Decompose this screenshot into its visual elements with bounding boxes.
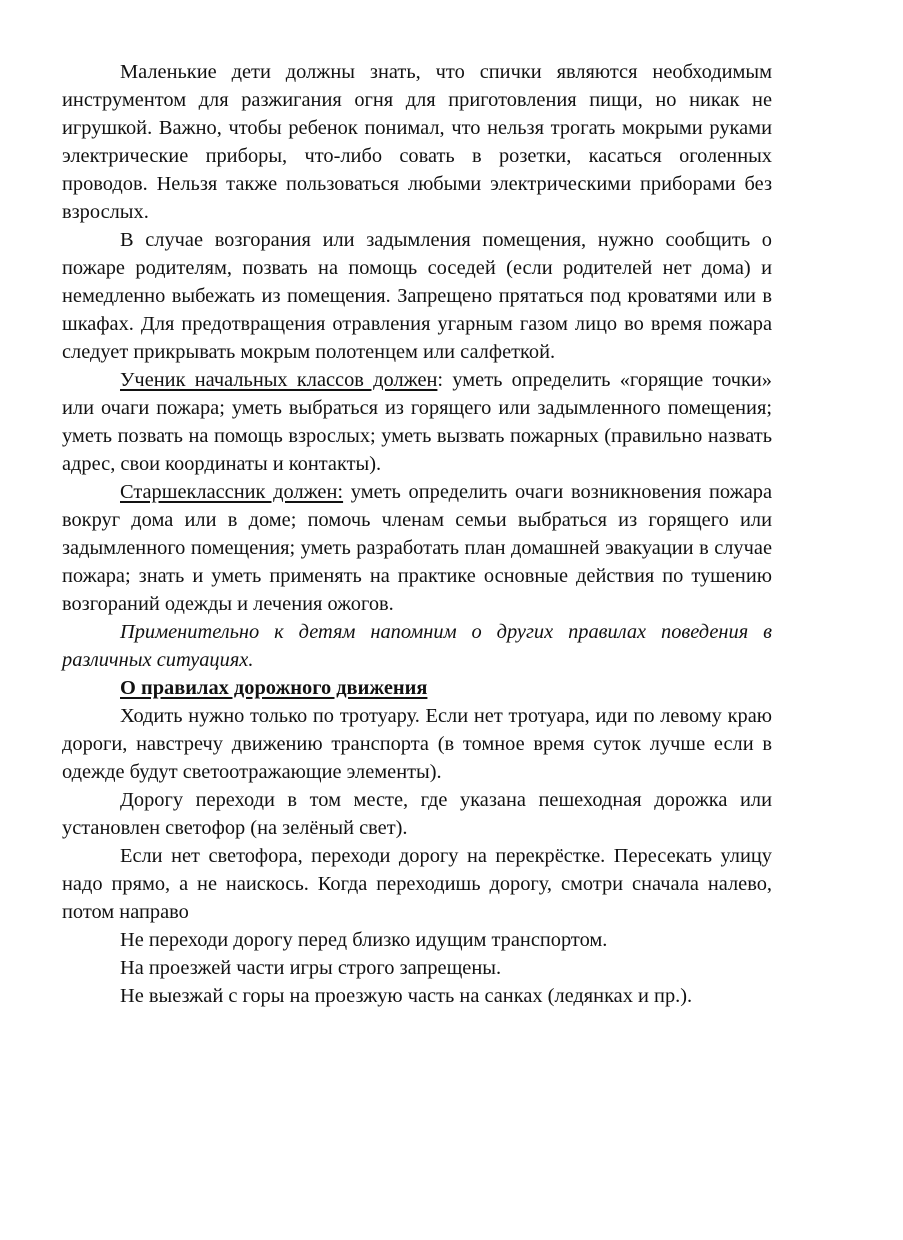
paragraph-matches: Маленькие дети должны знать, что спички являются необходимым инструментом для разжигания огня для приготовления пищи, но никак не игрушкой. Важно, чтобы ребенок понимал, что нельзя трогать мокрыми руками электрические приборы, что-либо совать в розетки, касаться оголенных проводов. Нельзя также пользоваться любыми электрическими приборами без взрослых.: [62, 61, 772, 223]
document-page: [62, 58, 772, 1010]
paragraph-fire-actions: В случае возгорания или задымления помещения, нужно сообщить о пожаре родителям, позвать на помощь соседей (если родителей нет дома) и немедленно выбежать из помещения. Запрещено прятаться под кроватями или в шкафах. Для предотвращения отравления угарным газом лицо во время пожара следует прикрывать мокрым полотенцем или салфеткой.: [62, 229, 772, 363]
paragraph-crossing-place: Дорогу переходи в том месте, где указана пешеходная дорожка или установлен светофор (на зелёный свет).: [62, 789, 772, 839]
primary-pupil-text: : уметь определить «горящие точки» или очаги пожара; уметь выбраться из горящего или задымленного помещения; уметь позвать на помощь взрослых; уметь вызвать пожарных (правильно назвать адрес, свои координаты и контакты).: [62, 369, 772, 475]
paragraph-primary-pupil: [62, 366, 772, 478]
traffic-rules-heading: О правилах дорожного движения: [120, 677, 428, 699]
paragraph-senior-pupil: [62, 478, 772, 618]
senior-pupil-text: уметь определить очаги возникновения пожара вокруг дома или в доме; помочь членам семьи выбраться из горящего или задымленного помещения; уметь разработать план домашней эвакуации в случае пожара; знать и уметь применять на практике основные действия по тушению возгораний одежды и лечения ожогов.: [62, 481, 772, 615]
paragraph-sidewalk: Ходить нужно только по тротуару. Если нет тротуара, иди по левому краю дороги, навстречу движению транспорта (в томное время суток лучше если в одежде будут светоотражающие элементы).: [62, 705, 772, 783]
paragraph-close-transport: Не переходи дорогу перед близко идущим транспортом.: [120, 929, 608, 951]
paragraph-sleds: Не выезжай с горы на проезжую часть на санках (ледянках и пр.).: [120, 985, 693, 1007]
senior-pupil-label: Старшеклассник должен:: [120, 481, 344, 503]
section-heading: [62, 674, 772, 702]
paragraph-no-traffic-light: Если нет светофора, переходи дорогу на перекрёстке. Пересекать улицу надо прямо, а не наискось. Когда переходишь дорогу, смотри сначала налево, потом направо: [62, 845, 772, 923]
paragraph-other-rules-intro: Применительно к детям напомним о других правилах поведения в различных ситуациях.: [62, 621, 772, 671]
paragraph-no-games: На проезжей части игры строго запрещены.: [120, 957, 502, 979]
primary-pupil-label: Ученик начальных классов должен: [120, 369, 438, 391]
